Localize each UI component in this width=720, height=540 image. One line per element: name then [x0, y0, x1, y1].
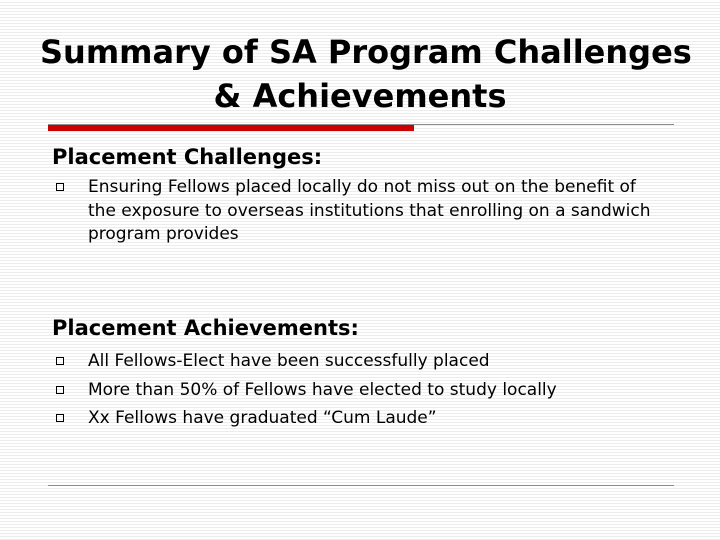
list-item-text: All Fellows-Elect have been successfully placed [88, 351, 490, 371]
list-item-text: Ensuring Fellows placed locally do not miss out on the benefit of the exposure to overseas institutions that enrolling on a sandwich program provides [88, 177, 651, 244]
achievements-list [56, 350, 676, 431]
list-item [56, 350, 676, 374]
list-item [56, 379, 676, 403]
list-item-text: Xx Fellows have graduated “Cum Laude” [88, 408, 437, 428]
footer-divider-line [48, 485, 674, 486]
square-bullet-icon [56, 414, 64, 422]
slide-title-line-1: Summary of SA Program Challenges [40, 33, 692, 71]
square-bullet-icon [56, 386, 64, 394]
list-item [56, 176, 666, 247]
slide-title [40, 30, 692, 118]
square-bullet-icon [56, 183, 64, 191]
achievements-heading: Placement Achievements: [52, 316, 359, 340]
slide-title-line-2: & Achievements [213, 77, 507, 115]
list-item [56, 407, 676, 431]
title-accent-bar [48, 125, 414, 131]
challenges-list [56, 176, 666, 247]
list-item-text: More than 50% of Fellows have elected to study locally [88, 379, 557, 400]
square-bullet-icon [56, 357, 64, 365]
challenges-heading: Placement Challenges: [52, 145, 323, 169]
